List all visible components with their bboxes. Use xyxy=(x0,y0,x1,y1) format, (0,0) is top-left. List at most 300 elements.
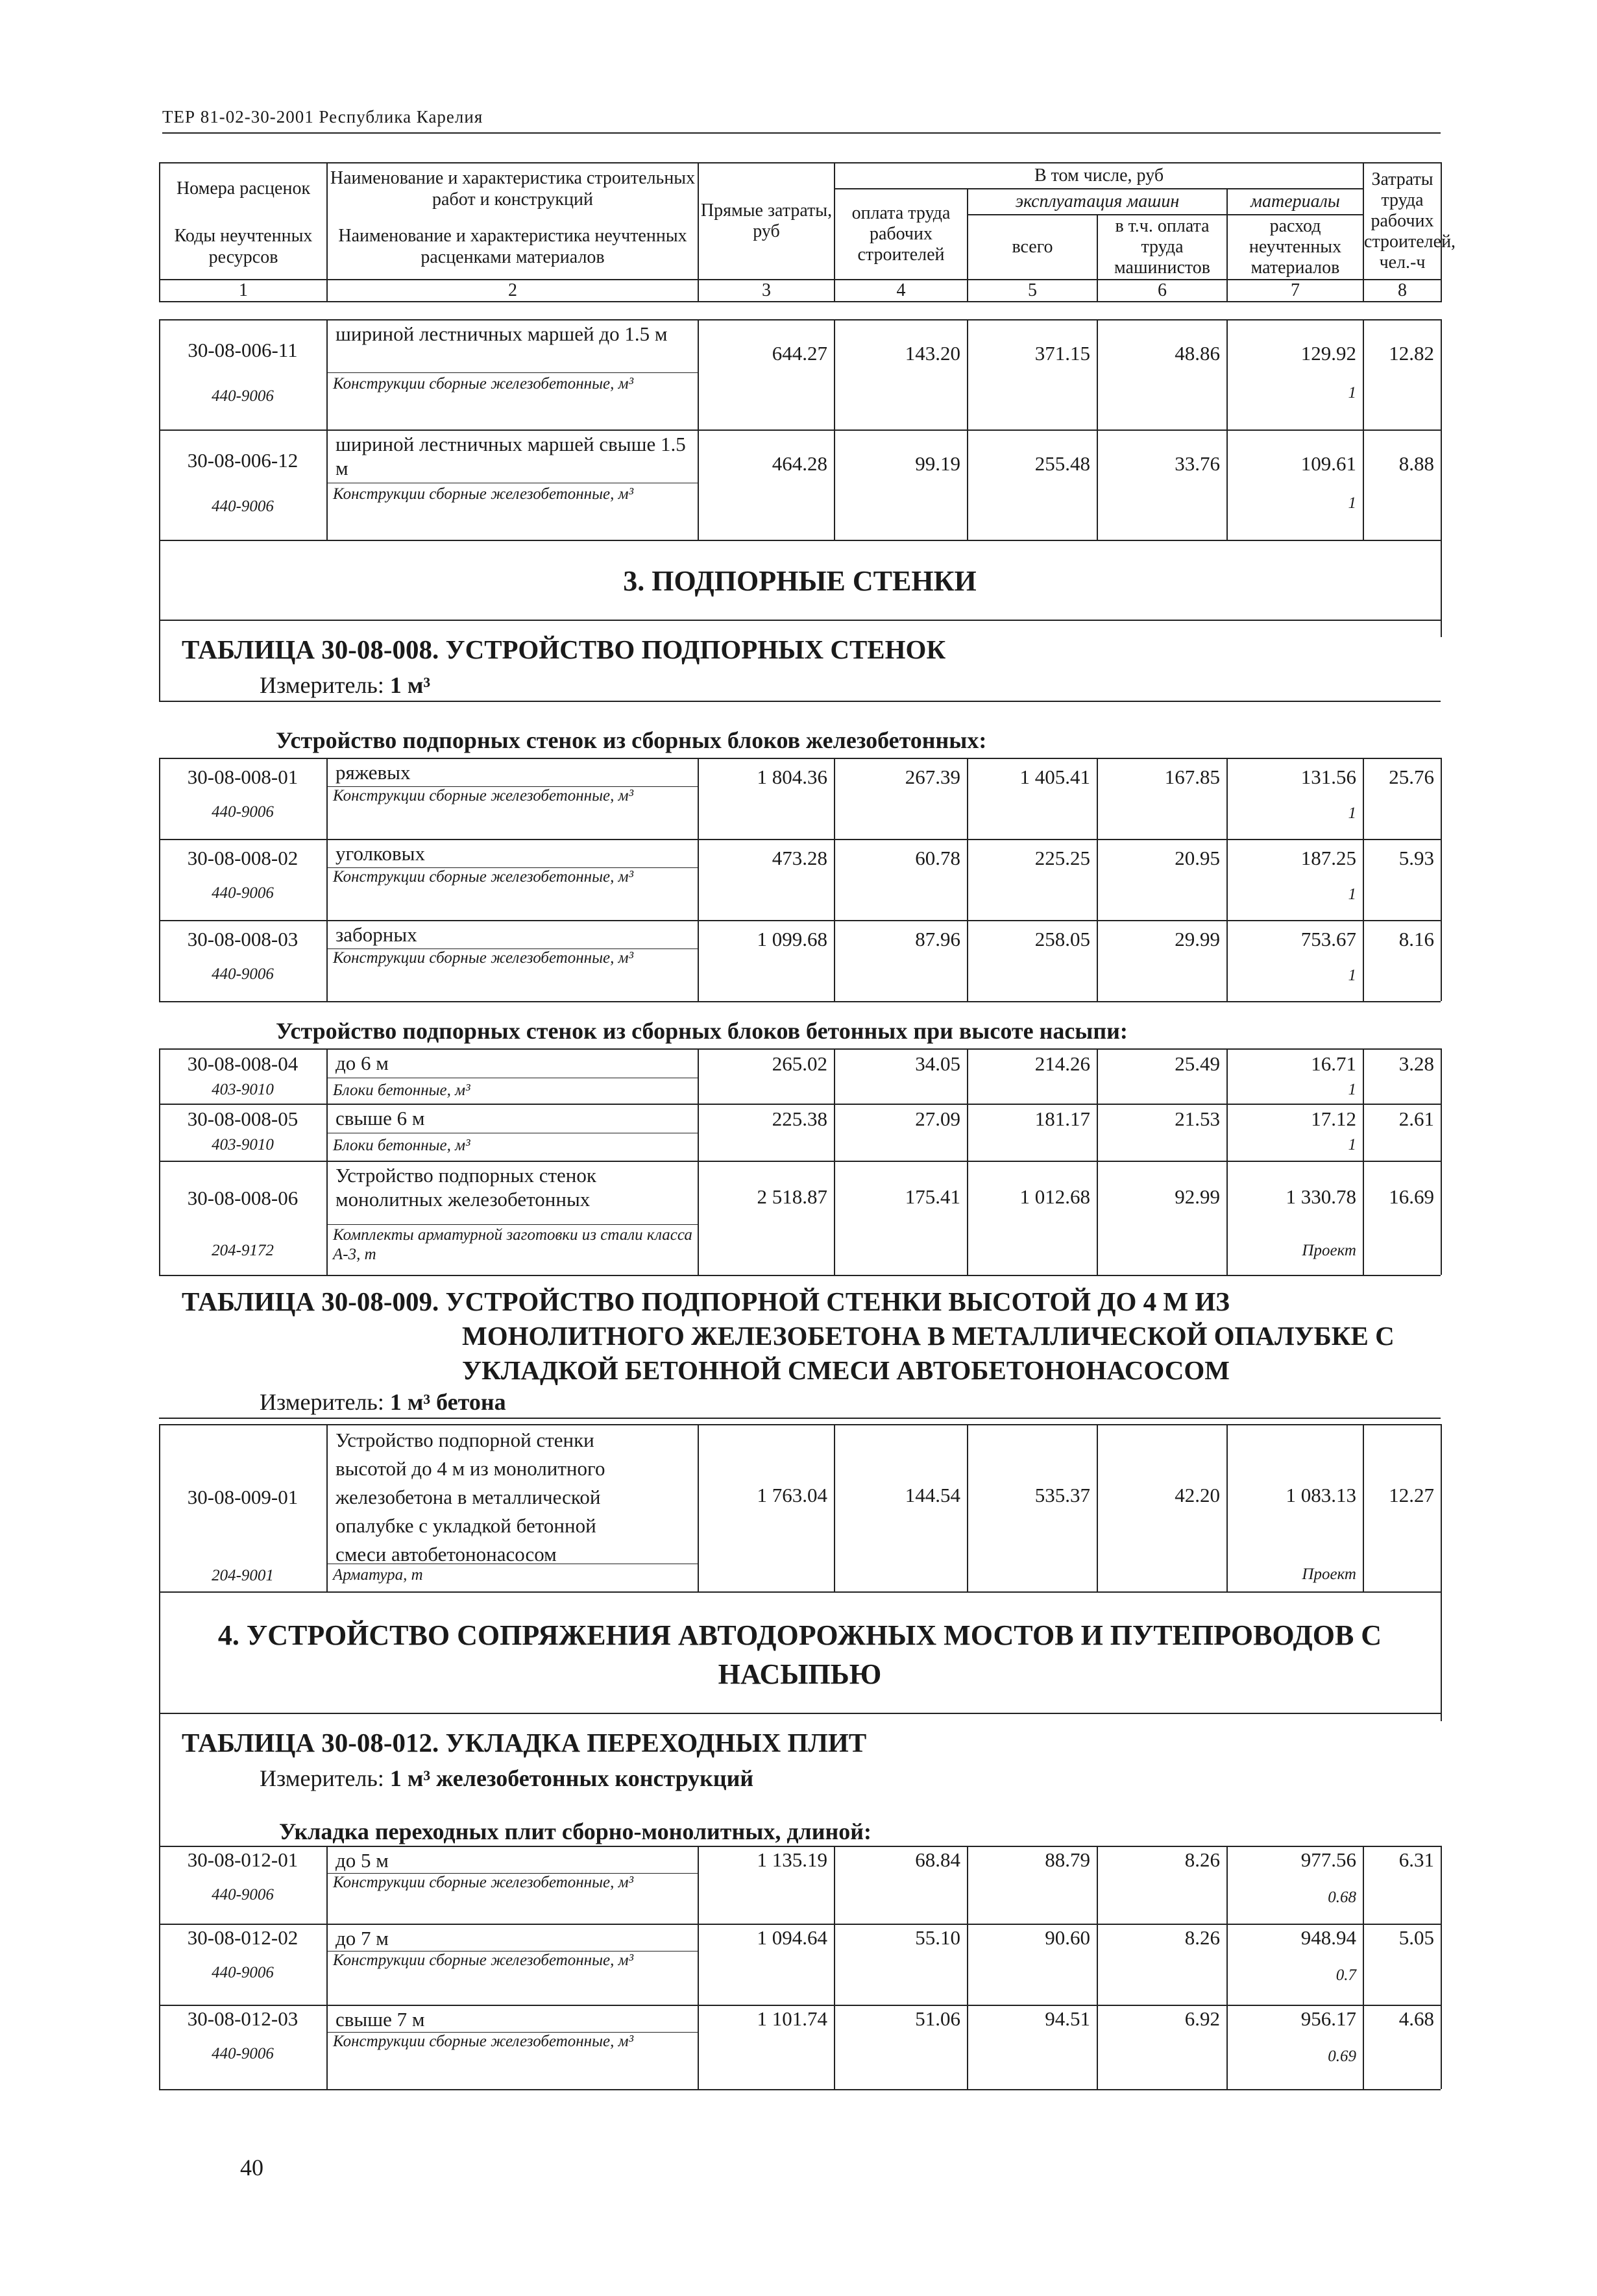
frame-right xyxy=(1441,540,1442,637)
column-divider xyxy=(1226,1104,1228,1161)
rate-code: 30-08-008-01 xyxy=(187,766,299,788)
value-machines: 214.26 xyxy=(1034,1052,1090,1075)
value-operators: 92.99 xyxy=(1175,1185,1220,1208)
column-divider xyxy=(326,1161,328,1275)
value-labor: 87.96 xyxy=(915,928,960,950)
value-labor-hours: 5.05 xyxy=(1398,1926,1434,1949)
subheading-012: Укладка переходных плит сборно-монолитных, длиной: xyxy=(279,1819,872,1844)
column-divider xyxy=(1363,2005,1364,2089)
resource-amount: 1 xyxy=(1348,886,1356,903)
value-machines: 1 012.68 xyxy=(1019,1185,1090,1208)
row-divider xyxy=(159,1424,1441,1425)
col-number: 8 xyxy=(1363,280,1441,302)
column-divider xyxy=(1226,429,1228,540)
value-labor: 60.78 xyxy=(915,847,960,869)
row-divider xyxy=(159,1846,1441,1847)
value-labor: 99.19 xyxy=(915,452,960,475)
value-materials: 187.25 xyxy=(1300,847,1356,869)
value-labor-hours: 25.76 xyxy=(1389,766,1434,788)
column-divider xyxy=(967,920,968,1001)
resource-name: Комплекты арматурной заготовки из стали класса А-3, т xyxy=(333,1226,692,1263)
value-machines: 255.48 xyxy=(1034,452,1090,475)
value-machines: 225.25 xyxy=(1034,847,1090,869)
value-labor: 144.54 xyxy=(905,1484,960,1506)
subheading-008-concrete-blocks: Устройство подпорных стенок из сборных блоков бетонных при высоте насыпи: xyxy=(276,1018,1128,1044)
value-materials: 753.67 xyxy=(1300,928,1356,950)
column-divider xyxy=(1097,1048,1098,1104)
column-divider xyxy=(1441,1104,1442,1161)
col-number: 7 xyxy=(1227,280,1363,302)
rate-code: 30-08-012-03 xyxy=(187,2007,299,2030)
resource-code: 440-9006 xyxy=(212,387,274,405)
resource-code: 440-9006 xyxy=(212,884,274,902)
row-divider xyxy=(159,1591,1441,1593)
column-divider xyxy=(834,1104,835,1161)
work-name: Устройство подпорных стенок монолитных железобетонных xyxy=(335,1164,596,1211)
column-divider xyxy=(1363,1161,1364,1275)
column-divider xyxy=(1441,1048,1442,1104)
column-divider xyxy=(1097,319,1098,429)
resource-amount: 0.68 xyxy=(1328,1889,1356,1906)
col-header-machines: эксплуатация машин xyxy=(968,189,1227,215)
value-materials: 948.94 xyxy=(1300,1926,1356,1949)
col-number: 1 xyxy=(160,280,327,302)
meter-012: Измеритель: 1 м³ железобетонных конструкций xyxy=(260,1765,754,1791)
column-divider xyxy=(1363,429,1364,540)
resource-code: 440-9006 xyxy=(212,1886,274,1903)
column-divider xyxy=(1097,758,1098,839)
column-divider xyxy=(1441,1924,1442,2005)
row-divider xyxy=(159,319,1441,320)
value-direct: 1 099.68 xyxy=(757,928,827,950)
value-machines: 1 405.41 xyxy=(1019,766,1090,788)
row-divider xyxy=(159,1924,1441,1925)
resource-name: Конструкции сборные железобетонные, м³ xyxy=(333,1874,634,1891)
rate-code: 30-08-008-03 xyxy=(187,928,299,950)
resource-amount: 0.69 xyxy=(1328,2048,1356,2065)
column-divider xyxy=(1441,1161,1442,1275)
column-divider xyxy=(159,839,160,920)
col-header-materials: материалы xyxy=(1227,189,1363,215)
row-divider xyxy=(159,1275,1441,1276)
value-machines: 535.37 xyxy=(1034,1484,1090,1506)
work-name: уголковых xyxy=(335,842,425,865)
row-divider xyxy=(159,758,1441,759)
resource-name: Конструкции сборные железобетонные, м³ xyxy=(333,949,634,967)
column-divider xyxy=(159,1104,160,1161)
row-divider xyxy=(159,920,1441,921)
column-divider xyxy=(698,319,699,429)
column-divider xyxy=(698,2005,699,2089)
resource-code: 440-9006 xyxy=(212,803,274,821)
running-header: ТЕР 81-02-30-2001 Республика Карелия xyxy=(162,107,483,127)
column-divider xyxy=(967,839,968,920)
value-labor: 55.10 xyxy=(915,1926,960,1949)
column-divider xyxy=(326,920,328,1001)
resource-amount: 1 xyxy=(1348,384,1356,402)
resource-name: Арматура, т xyxy=(333,1566,423,1584)
column-divider xyxy=(1226,1846,1228,1924)
value-labor-hours: 8.88 xyxy=(1398,452,1434,475)
column-divider xyxy=(326,1424,328,1591)
value-materials: 129.92 xyxy=(1300,342,1356,365)
page-number: 40 xyxy=(240,2155,263,2181)
work-name-line: высотой до 4 м из монолитного xyxy=(335,1457,605,1480)
work-name: свыше 6 м xyxy=(335,1107,425,1130)
column-divider xyxy=(1441,429,1442,540)
rate-code: 30-08-008-02 xyxy=(187,847,299,869)
value-materials: 956.17 xyxy=(1300,2007,1356,2030)
resource-name: Конструкции сборные железобетонные, м³ xyxy=(333,787,634,804)
value-direct: 1 094.64 xyxy=(757,1926,827,1949)
column-divider xyxy=(834,1846,835,1924)
value-materials: 1 083.13 xyxy=(1286,1484,1356,1506)
value-labor-hours: 6.31 xyxy=(1398,1848,1434,1871)
col-number: 4 xyxy=(835,280,968,302)
value-machines: 371.15 xyxy=(1034,342,1090,365)
rate-code: 30-08-012-02 xyxy=(187,1926,299,1949)
resource-name: Конструкции сборные железобетонные, м³ xyxy=(333,868,634,886)
column-divider xyxy=(967,1048,968,1104)
value-labor: 34.05 xyxy=(915,1052,960,1075)
resource-name: Конструкции сборные железобетонные, м³ xyxy=(333,1952,634,1969)
value-direct: 644.27 xyxy=(772,342,827,365)
column-divider xyxy=(1363,920,1364,1001)
column-divider xyxy=(1226,319,1228,429)
column-divider xyxy=(967,1424,968,1591)
column-divider xyxy=(698,1846,699,1924)
column-divider xyxy=(1441,319,1442,429)
resource-name: Конструкции сборные железобетонные, м³ xyxy=(333,2033,634,2050)
column-divider xyxy=(1097,1424,1098,1591)
resource-code: 440-9006 xyxy=(212,2045,274,2062)
column-divider xyxy=(967,1104,968,1161)
value-labor: 267.39 xyxy=(905,766,960,788)
column-divider xyxy=(834,1048,835,1104)
value-labor-hours: 12.82 xyxy=(1389,342,1434,365)
work-name: до 7 м xyxy=(335,1927,389,1950)
column-divider xyxy=(1363,1048,1364,1104)
value-machines: 88.79 xyxy=(1045,1848,1090,1871)
column-divider xyxy=(1363,839,1364,920)
column-divider xyxy=(967,1846,968,1924)
column-divider xyxy=(967,758,968,839)
work-name: шириной лестничных маршей свыше 1.5 м xyxy=(335,433,686,480)
value-operators: 25.49 xyxy=(1175,1052,1220,1075)
value-direct: 265.02 xyxy=(772,1052,827,1075)
column-divider xyxy=(326,839,328,920)
column-divider xyxy=(1363,1924,1364,2005)
col-header-res-name: Наименование и характеристика неучтенных расценками материалов xyxy=(327,215,698,280)
column-divider xyxy=(159,429,160,540)
column-divider xyxy=(326,1048,328,1104)
value-labor-hours: 12.27 xyxy=(1389,1484,1434,1506)
column-divider xyxy=(1226,1424,1228,1591)
column-divider xyxy=(1097,2005,1098,2089)
column-divider xyxy=(698,429,699,540)
value-operators: 20.95 xyxy=(1175,847,1220,869)
col-number: 2 xyxy=(327,280,698,302)
col-header-name: Наименование и характеристика строительных работ и конструкций xyxy=(327,163,698,215)
value-operators: 21.53 xyxy=(1175,1107,1220,1130)
column-divider xyxy=(1363,1846,1364,1924)
resource-amount: Проект xyxy=(1302,1242,1356,1259)
value-labor: 51.06 xyxy=(915,2007,960,2030)
resource-code: 440-9006 xyxy=(212,498,274,515)
col-header-labor: оплата труда рабочих строителей xyxy=(835,189,968,280)
resource-amount: 0.7 xyxy=(1335,1966,1356,1984)
col-header-codes: Номера расценок xyxy=(160,163,327,215)
table-title-009-line-2: МОНОЛИТНОГО ЖЕЛЕЗОБЕТОНА В МЕТАЛЛИЧЕСКОЙ ОПАЛУБКЕ С xyxy=(462,1321,1395,1351)
work-name: свыше 7 м xyxy=(335,2008,425,2031)
column-divider xyxy=(834,1924,835,2005)
column-divider xyxy=(698,839,699,920)
column-divider xyxy=(967,1924,968,2005)
column-divider xyxy=(1363,319,1364,429)
work-name-line: смеси автобетононасосом xyxy=(335,1543,557,1565)
value-materials: 17.12 xyxy=(1311,1107,1356,1130)
value-direct: 1 101.74 xyxy=(757,2007,827,2030)
value-direct: 473.28 xyxy=(772,847,827,869)
row-divider xyxy=(159,1713,1441,1714)
value-materials: 131.56 xyxy=(1300,766,1356,788)
column-divider xyxy=(1226,839,1228,920)
work-name-line: опалубке с укладкой бетонной xyxy=(335,1514,596,1537)
rate-code: 30-08-009-01 xyxy=(187,1486,299,1508)
resource-code: 440-9006 xyxy=(212,965,274,983)
resource-name: Конструкции сборные железобетонные, м³ xyxy=(333,375,634,393)
column-divider xyxy=(1441,1846,1442,1924)
value-direct: 1 763.04 xyxy=(757,1484,827,1506)
value-operators: 8.26 xyxy=(1184,1926,1220,1949)
column-divider xyxy=(1097,920,1098,1001)
frame-right xyxy=(1441,1591,1442,1721)
column-divider xyxy=(1097,1161,1098,1275)
column-divider xyxy=(1226,1161,1228,1275)
column-divider xyxy=(698,758,699,839)
column-divider xyxy=(159,920,160,1001)
value-machines: 94.51 xyxy=(1045,2007,1090,2030)
column-divider xyxy=(1441,920,1442,1001)
header-divider xyxy=(162,132,1441,134)
col-header-res-amount: расход неучтенных материалов xyxy=(1227,215,1363,280)
column-divider xyxy=(834,2005,835,2089)
value-machines: 258.05 xyxy=(1034,928,1090,950)
row-divider xyxy=(159,1418,1441,1419)
value-operators: 8.26 xyxy=(1184,1848,1220,1871)
value-direct: 464.28 xyxy=(772,452,827,475)
rate-code: 30-08-008-06 xyxy=(187,1187,299,1209)
subheading-008-precast-rc: Устройство подпорных стенок из сборных блоков железобетонных: xyxy=(276,727,987,753)
column-divider xyxy=(698,1104,699,1161)
rate-code: 30-08-008-05 xyxy=(187,1107,299,1130)
value-materials: 109.61 xyxy=(1300,452,1356,475)
value-operators: 33.76 xyxy=(1175,452,1220,475)
column-divider xyxy=(1363,1104,1364,1161)
column-divider xyxy=(326,2005,328,2089)
col-number: 5 xyxy=(968,280,1097,302)
col-header-machines-total: всего xyxy=(968,215,1097,280)
work-name: шириной лестничных маршей до 1.5 м xyxy=(335,322,668,345)
column-divider xyxy=(698,920,699,1001)
section-title-4-line-2: НАСЫПЬЮ xyxy=(718,1658,882,1690)
column-divider xyxy=(159,1424,160,1591)
value-direct: 225.38 xyxy=(772,1107,827,1130)
resource-amount: Проект xyxy=(1302,1565,1356,1583)
resource-amount: 1 xyxy=(1348,494,1356,512)
column-divider xyxy=(834,1424,835,1591)
resource-amount: 1 xyxy=(1348,804,1356,822)
section-title-3: 3. ПОДПОРНЫЕ СТЕНКИ xyxy=(623,565,977,597)
value-machines: 90.60 xyxy=(1045,1926,1090,1949)
column-divider xyxy=(159,2005,160,2089)
column-divider xyxy=(1097,1846,1098,1924)
row-divider xyxy=(159,1104,1441,1105)
value-labor: 68.84 xyxy=(915,1848,960,1871)
value-materials: 16.71 xyxy=(1311,1052,1356,1075)
work-name: до 5 м xyxy=(335,1849,389,1872)
col-number: 6 xyxy=(1097,280,1227,302)
column-divider xyxy=(967,429,968,540)
value-labor-hours: 5.93 xyxy=(1398,847,1434,869)
value-labor-hours: 2.61 xyxy=(1398,1107,1434,1130)
column-divider xyxy=(834,1161,835,1275)
meter-009: Измеритель: 1 м³ бетона xyxy=(260,1389,506,1415)
column-divider xyxy=(1097,1104,1098,1161)
column-divider xyxy=(967,1161,968,1275)
value-labor: 143.20 xyxy=(905,342,960,365)
resource-code: 440-9006 xyxy=(212,1964,274,1981)
resource-name: Блоки бетонные, м³ xyxy=(333,1082,470,1099)
value-labor-hours: 4.68 xyxy=(1398,2007,1434,2030)
column-divider xyxy=(326,429,328,540)
row-divider xyxy=(159,2005,1441,2006)
table-title-008: ТАБЛИЦА 30-08-008. УСТРОЙСТВО ПОДПОРНЫХ СТЕНОК xyxy=(182,634,946,664)
resource-amount: 1 xyxy=(1348,967,1356,984)
row-divider xyxy=(159,701,1441,702)
column-divider xyxy=(698,1161,699,1275)
column-divider xyxy=(967,319,968,429)
table-title-012: ТАБЛИЦА 30-08-012. УКЛАДКА ПЕРЕХОДНЫХ ПЛИТ xyxy=(182,1728,867,1758)
value-labor: 175.41 xyxy=(905,1185,960,1208)
resource-name: Конструкции сборные железобетонные, м³ xyxy=(333,485,634,503)
rate-code: 30-08-012-01 xyxy=(187,1848,299,1871)
column-divider xyxy=(159,1924,160,2005)
col-header-direct: Прямые затраты, руб xyxy=(698,163,835,280)
column-divider xyxy=(834,429,835,540)
value-operators: 42.20 xyxy=(1175,1484,1220,1506)
resource-amount: 1 xyxy=(1348,1081,1356,1098)
table-title-009-line-1: ТАБЛИЦА 30-08-009. УСТРОЙСТВО ПОДПОРНОЙ СТЕНКИ ВЫСОТОЙ ДО 4 М ИЗ xyxy=(182,1287,1230,1316)
column-divider xyxy=(159,1048,160,1104)
row-divider xyxy=(159,540,1441,541)
value-labor: 27.09 xyxy=(915,1107,960,1130)
col-header-labor-hours: Затраты труда рабочих строителей, чел.-ч xyxy=(1363,163,1441,280)
column-divider xyxy=(834,920,835,1001)
meter-008: Измеритель: 1 м³ xyxy=(260,672,431,698)
section-title-4-line-1: 4. УСТРОЙСТВО СОПРЯЖЕНИЯ АВТОДОРОЖНЫХ МОСТОВ И ПУТЕПРОВОДОВ С xyxy=(217,1619,1382,1651)
value-direct: 1 135.19 xyxy=(757,1848,827,1871)
column-divider xyxy=(698,1048,699,1104)
column-divider xyxy=(326,758,328,839)
value-labor-hours: 16.69 xyxy=(1389,1185,1434,1208)
value-operators: 48.86 xyxy=(1175,342,1220,365)
column-divider xyxy=(326,1924,328,2005)
resource-code: 204-9172 xyxy=(212,1242,274,1259)
column-divider xyxy=(1097,429,1098,540)
resource-divider xyxy=(326,372,698,373)
value-operators: 167.85 xyxy=(1164,766,1220,788)
row-divider xyxy=(159,2089,1441,2090)
value-labor-hours: 8.16 xyxy=(1398,928,1434,950)
column-divider xyxy=(326,1104,328,1161)
column-divider xyxy=(698,1424,699,1591)
work-name: заборных xyxy=(335,923,417,946)
resource-code: 403-9010 xyxy=(212,1081,274,1098)
column-divider xyxy=(834,319,835,429)
rate-code: 30-08-006-11 xyxy=(188,339,298,361)
row-divider xyxy=(159,1161,1441,1162)
work-name-line: Устройство подпорной стенки xyxy=(335,1429,594,1451)
resource-code: 204-9001 xyxy=(212,1567,274,1584)
row-divider xyxy=(159,839,1441,840)
column-divider xyxy=(1097,1924,1098,2005)
column-divider xyxy=(1226,2005,1228,2089)
resource-amount: 1 xyxy=(1348,1136,1356,1154)
value-materials: 1 330.78 xyxy=(1286,1185,1356,1208)
row-divider xyxy=(159,1048,1441,1050)
column-divider xyxy=(967,2005,968,2089)
work-name-line: железобетона в металлической xyxy=(335,1486,601,1508)
rate-code: 30-08-008-04 xyxy=(187,1052,299,1075)
row-divider xyxy=(159,620,1441,621)
value-materials: 977.56 xyxy=(1300,1848,1356,1871)
col-header-incl: В том числе, руб xyxy=(835,163,1363,189)
work-name: до 6 м xyxy=(335,1052,389,1074)
table-title-009-line-3: УКЛАДКОЙ БЕТОННОЙ СМЕСИ АВТОБЕТОНОНАСОСОМ xyxy=(462,1355,1230,1385)
column-divider xyxy=(1226,920,1228,1001)
row-divider xyxy=(159,1001,1441,1002)
resource-code: 403-9010 xyxy=(212,1136,274,1154)
value-direct: 1 804.36 xyxy=(757,766,827,788)
col-header-operators: в т.ч. оплата труда машинистов xyxy=(1097,215,1227,280)
value-operators: 6.92 xyxy=(1184,2007,1220,2030)
value-direct: 2 518.87 xyxy=(757,1185,827,1208)
column-divider xyxy=(1226,1924,1228,2005)
column-header-table xyxy=(159,162,1456,302)
column-divider xyxy=(159,1846,160,1924)
row-divider xyxy=(159,429,1441,431)
work-name: ряжевых xyxy=(335,761,411,784)
column-divider xyxy=(1441,758,1442,839)
column-divider xyxy=(1441,2005,1442,2089)
column-divider xyxy=(159,319,160,429)
column-divider xyxy=(1226,1048,1228,1104)
value-machines: 181.17 xyxy=(1034,1107,1090,1130)
column-divider xyxy=(698,1924,699,2005)
column-divider xyxy=(1441,1424,1442,1591)
column-divider xyxy=(1363,1424,1364,1591)
column-divider xyxy=(1441,839,1442,920)
col-number: 3 xyxy=(698,280,835,302)
column-divider xyxy=(326,1846,328,1924)
column-divider xyxy=(1097,839,1098,920)
resource-name: Блоки бетонные, м³ xyxy=(333,1137,470,1154)
rate-code: 30-08-006-12 xyxy=(187,449,299,472)
column-divider xyxy=(834,839,835,920)
column-divider xyxy=(1226,758,1228,839)
column-divider xyxy=(834,758,835,839)
